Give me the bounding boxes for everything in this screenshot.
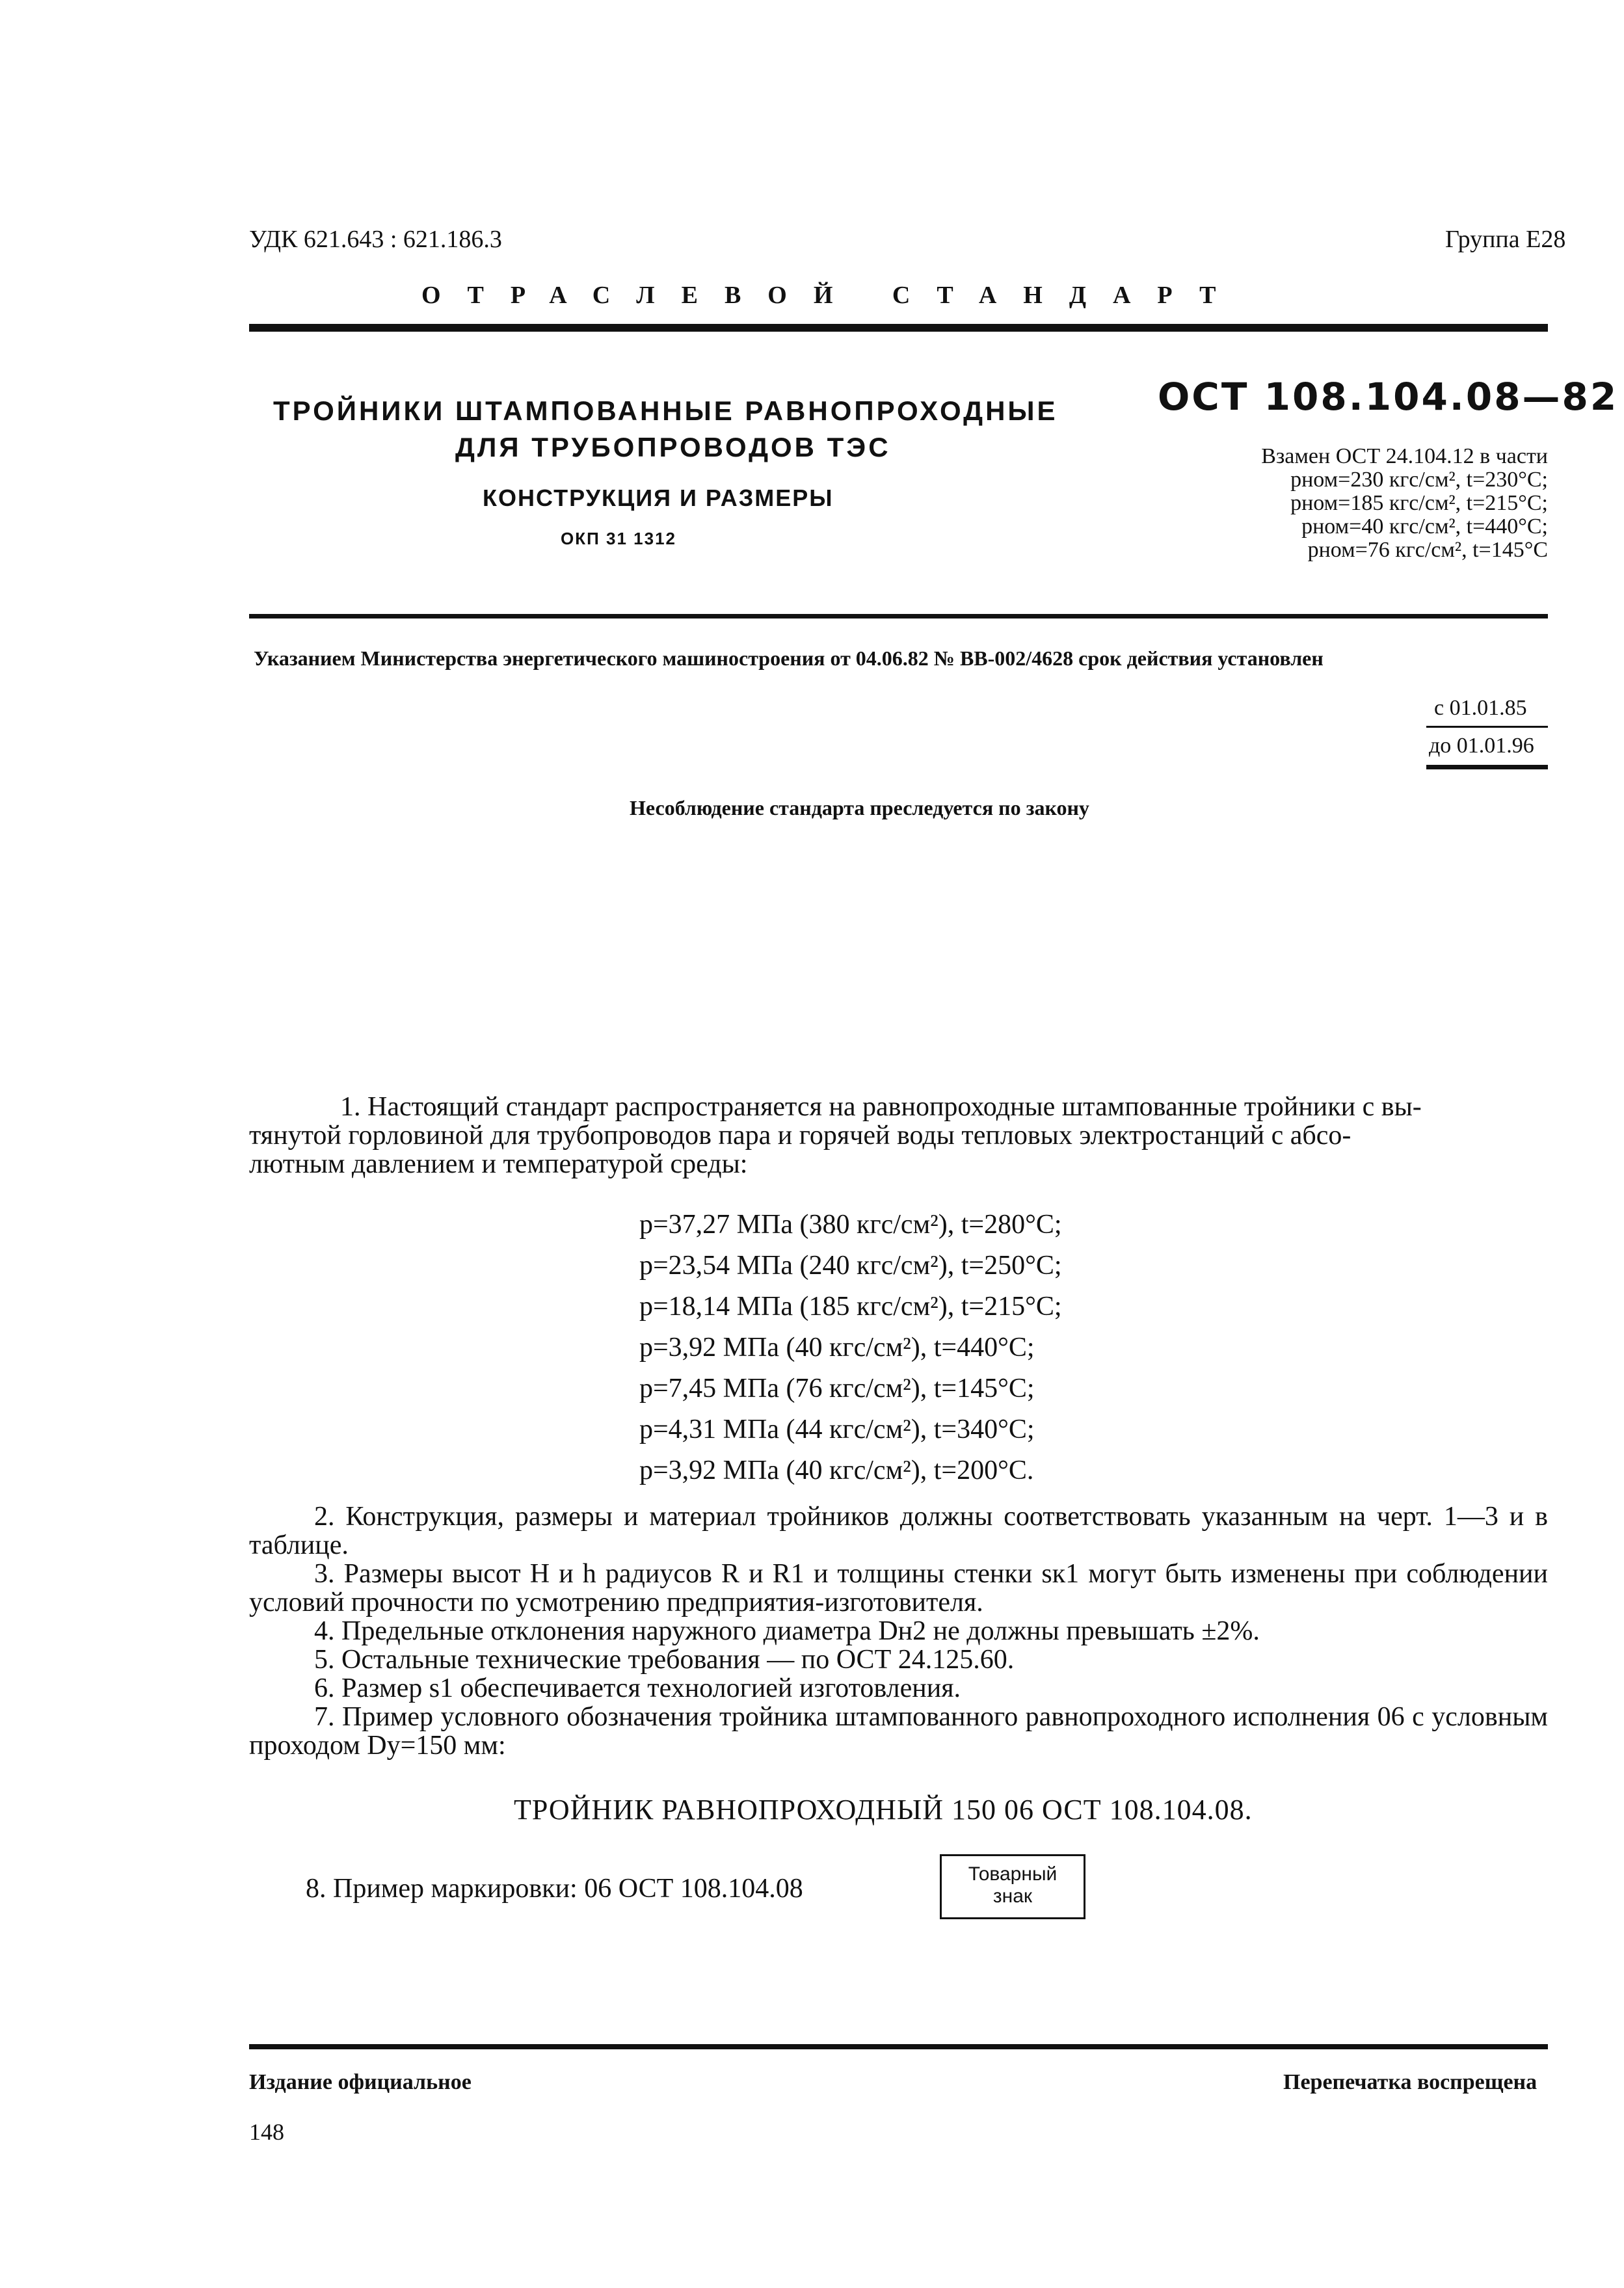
trademark-box <box>940 1854 1085 1919</box>
valid-from: с 01.01.85 <box>1434 696 1527 720</box>
udk-code: УДК 621.643 : 621.186.3 <box>249 226 502 253</box>
footer-rule <box>249 2044 1548 2049</box>
conditions-list <box>639 1204 1062 1491</box>
okp-code: ОКП 31 1312 <box>561 529 676 548</box>
trademark-label: знак <box>992 1885 1033 1907</box>
law-notice: Несоблюдение стандарта преследуется по закону <box>630 796 1089 819</box>
item-5: 5. Остальные технические требования — по ОСТ 24.125.60. <box>314 1645 1015 1675</box>
condition-item: p=37,27 МПа (380 кгс/см²), t=280°С; <box>639 1210 1062 1240</box>
condition-item: p=3,92 МПа (40 кгс/см²), t=440°С; <box>639 1333 1035 1363</box>
marking-example: 8. Пример маркировки: 06 ОСТ 108.104.08 <box>306 1874 803 1904</box>
replaces-line: pном=230 кгс/см², t=230°С; <box>1290 468 1548 492</box>
ost-number: ОСТ 108.104.08—82 <box>1158 375 1619 419</box>
paragraph-line: 1. Настоящий стандарт распространяется на равнопроходные штампованные тройники с вы- <box>340 1092 1422 1122</box>
item-7: 7. Пример условного обозначения тройника штампованного равнопроходного исполнения 06 с условным проходом Dу=150 мм: <box>249 1702 1548 1761</box>
item-2: 2. Конструкция, размеры и материал тройников должны соответствовать указанным на черт. 1—3 и в таблице. <box>249 1502 1548 1560</box>
item-3: 3. Размеры высот H и h радиусов R и R1 и толщины стенки sк1 могут быть изменены при соблюдении условий прочности по усмотрению предприятия-изготовителя. <box>249 1559 1548 1617</box>
document-title-line2: ДЛЯ ТРУБОПРОВОДОВ ТЭС <box>455 432 891 462</box>
replaces-line: pном=185 кгс/см², t=215°С; <box>1290 491 1548 515</box>
paragraph-line: лютным давлением и температурой среды: <box>249 1149 748 1179</box>
replaces-note <box>1184 445 1548 562</box>
valid-to: до 01.01.96 <box>1429 734 1534 758</box>
group-code: Группа Е28 <box>1445 226 1566 253</box>
paragraph-1 <box>249 1093 1548 1178</box>
replaces-line: pном=76 кгс/см², t=145°С <box>1307 538 1548 562</box>
replaces-line: Взамен ОСТ 24.104.12 в части <box>1261 444 1548 468</box>
item-4: 4. Предельные отклонения наружного диаметра Dн2 не должны превышать ±2%. <box>314 1616 1260 1646</box>
validity-rule <box>1426 726 1548 728</box>
document-subtitle: КОНСТРУКЦИЯ И РАЗМЕРЫ <box>483 485 834 511</box>
reprint-note: Перепечатка воспрещена <box>1283 2070 1537 2094</box>
replaces-line: pном=40 кгс/см², t=440°С; <box>1301 514 1548 539</box>
document-title-line1: ТРОЙНИКИ ШТАМПОВАННЫЕ РАВНОПРОХОДНЫЕ <box>273 395 1058 426</box>
item-6: 6. Размер s1 обеспечивается технологией изготовления. <box>314 1673 961 1703</box>
standard-heading: ОТРАСЛЕВОЙ СТАНДАРТ <box>421 282 1243 309</box>
paragraph-line: тянутой горловиной для трубопроводов пара и горячей воды тепловых электростанций с абсо- <box>249 1121 1351 1151</box>
condition-item: p=23,54 МПа (240 кгс/см²), t=250°С; <box>639 1251 1062 1281</box>
condition-item: p=7,45 МПа (76 кгс/см²), t=145°С; <box>639 1374 1035 1403</box>
header-rule <box>249 324 1548 332</box>
validity-rule <box>1426 765 1548 769</box>
page-number: 148 <box>249 2119 284 2145</box>
condition-item: p=4,31 МПа (44 кгс/см²), t=340°С; <box>639 1415 1035 1444</box>
condition-item: p=18,14 МПа (185 кгс/см²), t=215°С; <box>639 1292 1062 1322</box>
designation-example: ТРОЙНИК РАВНОПРОХОДНЫЙ 150 06 ОСТ 108.104.08. <box>514 1794 1253 1826</box>
trademark-label: Товарный <box>968 1863 1058 1885</box>
title-rule <box>249 614 1548 619</box>
directive-text: Указанием Министерства энергетического машиностроения от 04.06.82 № ВВ-002/4628 срок действия установлен <box>254 646 1324 670</box>
edition-note: Издание официальное <box>249 2070 472 2094</box>
condition-item: p=3,92 МПа (40 кгс/см²), t=200°С. <box>639 1456 1034 1485</box>
numbered-items <box>249 1502 1548 1760</box>
